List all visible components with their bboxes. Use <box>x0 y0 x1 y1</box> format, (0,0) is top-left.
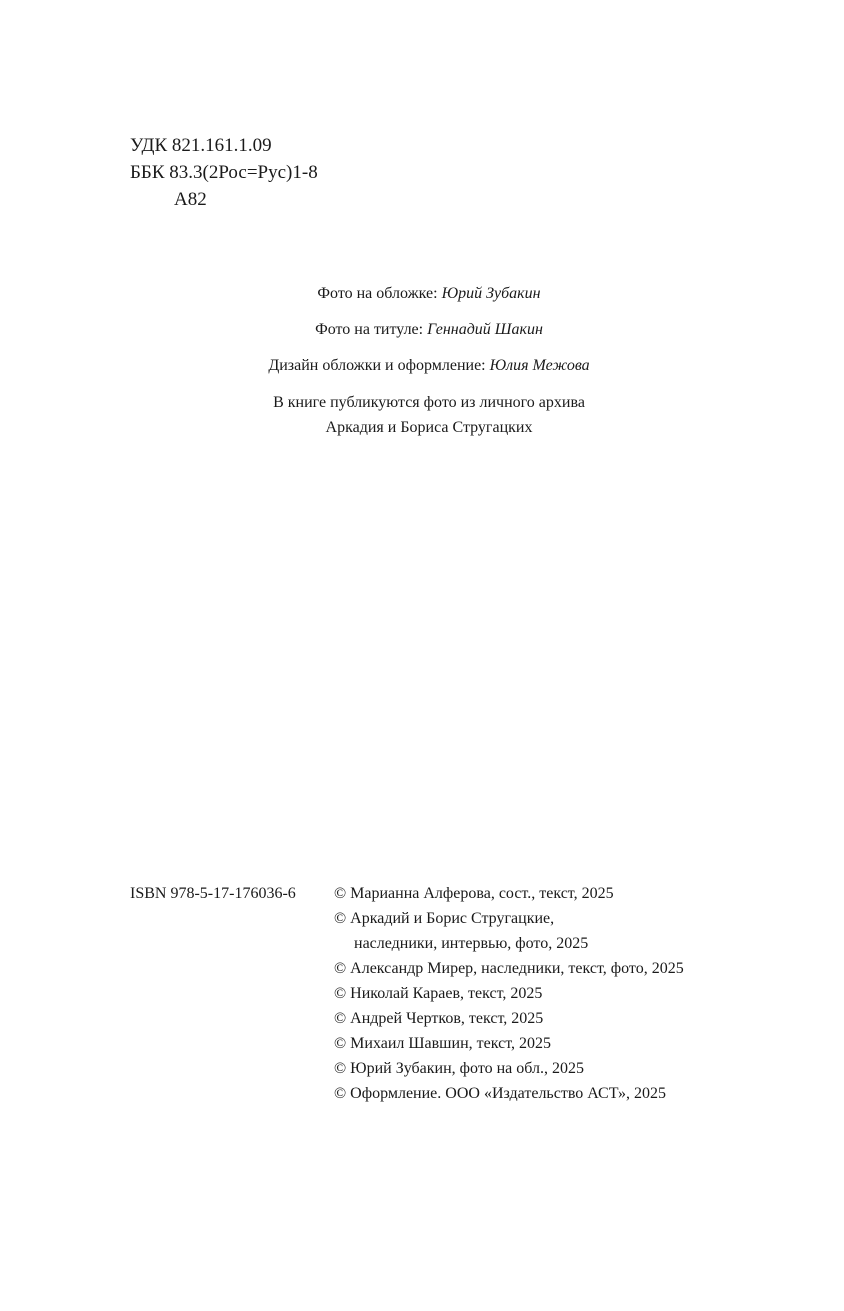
credit-name: Юрий Зубакин <box>441 285 541 302</box>
classification-block <box>130 132 318 213</box>
credits-block <box>0 282 844 440</box>
archive-note-line-1: В книге публикуются фото из личного архива <box>273 394 585 411</box>
bbk-code: ББК 83.3(2Рос=Рус)1-8 <box>130 162 318 183</box>
copyright-line: © Михаил Шавшин, текст, 2025 <box>334 1035 551 1052</box>
copyright-line: © Аркадий и Борис Стругацкие, <box>334 910 555 927</box>
copyright-list <box>334 881 684 1106</box>
copyright-line: © Александр Мирер, наследники, текст, фото, 2025 <box>334 960 684 977</box>
copyright-line: © Марианна Алферова, сост., текст, 2025 <box>334 885 614 902</box>
title-photo-credit <box>0 318 844 342</box>
credit-label: Фото на титуле: <box>315 321 428 338</box>
isbn: ISBN 978-5-17-176036-6 <box>130 885 296 902</box>
design-credit <box>0 354 844 378</box>
archive-note-line-2: Аркадия и Бориса Стругацких <box>325 419 533 436</box>
credit-name: Геннадий Шакин <box>427 321 543 338</box>
credit-label: Дизайн обложки и оформление: <box>268 357 490 374</box>
udk-code: УДК 821.161.1.09 <box>130 135 272 156</box>
copyright-line: © Андрей Чертков, текст, 2025 <box>334 1010 544 1027</box>
credit-name: Юлия Межова <box>489 357 590 374</box>
copyright-line: © Оформление. ООО «Издательство АСТ», 2025 <box>334 1085 667 1102</box>
copyright-line-continuation: наследники, интервью, фото, 2025 <box>354 935 589 952</box>
author-mark: А82 <box>174 189 207 210</box>
copyright-line: © Юрий Зубакин, фото на обл., 2025 <box>334 1060 584 1077</box>
credit-label: Фото на обложке: <box>317 285 442 302</box>
cover-photo-credit <box>0 282 844 306</box>
copyright-line: © Николай Караев, текст, 2025 <box>334 985 543 1002</box>
